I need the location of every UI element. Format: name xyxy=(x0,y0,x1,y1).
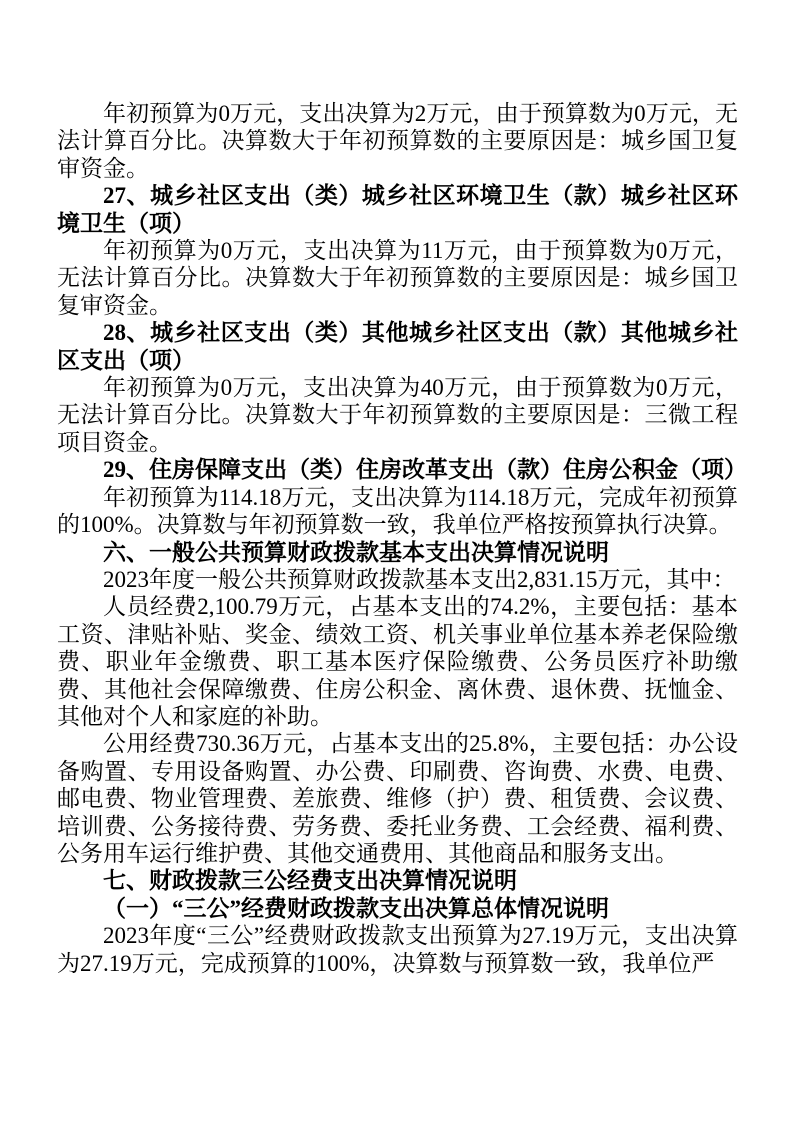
body-paragraph: 年初预算为0万元，支出决算为11万元，由于预算数为0万元，无法计算百分比。决算数大于年初预算数的主要原因是：城乡国卫复审资金。 xyxy=(57,238,738,318)
body-paragraph: 2023年度一般公共预算财政拨款基本支出2,831.15万元，其中： xyxy=(103,566,736,592)
body-paragraph: 人员经费2,100.79万元，占基本支出的74.2%，主要包括：基本工资、津贴补贴、奖金、绩效工资、机关事业单位基本养老保险缴费、职业年金缴费、职工基本医疗保险缴费、公务员医疗补助缴费、其他社会保障缴费、住房公积金、离休费、退休费、抚恤金、其他对个人和家庭的补助。 xyxy=(57,594,738,729)
body-paragraph: 年初预算为0万元，支出决算为2万元，由于预算数为0万元，无法计算百分比。决算数大于年初预算数的主要原因是：城乡国卫复审资金。 xyxy=(57,101,738,181)
section-heading: 29、住房保障支出（类）住房改革支出（款）住房公积金（项） xyxy=(103,457,747,483)
section-heading: 27、城乡社区支出（类）城乡社区环境卫生（款）城乡社区环境卫生（项） xyxy=(57,183,738,236)
body-paragraph: 2023年度“三公”经费财政拨款支出预算为27.19万元，支出决算为27.19万元，完成预算的100%，决算数与预算数一致，我单位严 xyxy=(57,923,738,976)
document-content xyxy=(57,100,747,977)
body-paragraph: 年初预算为0万元，支出决算为40万元，由于预算数为0万元，无法计算百分比。决算数大于年初预算数的主要原因是：三微工程项目资金。 xyxy=(57,375,738,455)
section-heading: （一）“三公”经费财政拨款支出决算总体情况说明 xyxy=(103,895,609,921)
section-heading: 28、城乡社区支出（类）其他城乡社区支出（款）其他城乡社区支出（项） xyxy=(57,320,738,373)
section-heading: 七、财政拨款三公经费支出决算情况说明 xyxy=(103,868,517,894)
section-heading: 六、一般公共预算财政拨款基本支出决算情况说明 xyxy=(103,539,609,565)
body-paragraph: 公用经费730.36万元，占基本支出的25.8%，主要包括：办公设备购置、专用设备购置、办公费、印刷费、咨询费、水费、电费、邮电费、物业管理费、差旅费、维修（护）费、租赁费、会议费、培训费、公务接待费、劳务费、委托业务费、工会经费、福利费、公务用车运行维护费、其他交通费用、其他商品和服务支出。 xyxy=(57,731,738,866)
body-paragraph: 年初预算为114.18万元，支出决算为114.18万元，完成年初预算的100%。决算数与年初预算数一致，我单位严格按预算执行决算。 xyxy=(57,484,738,538)
